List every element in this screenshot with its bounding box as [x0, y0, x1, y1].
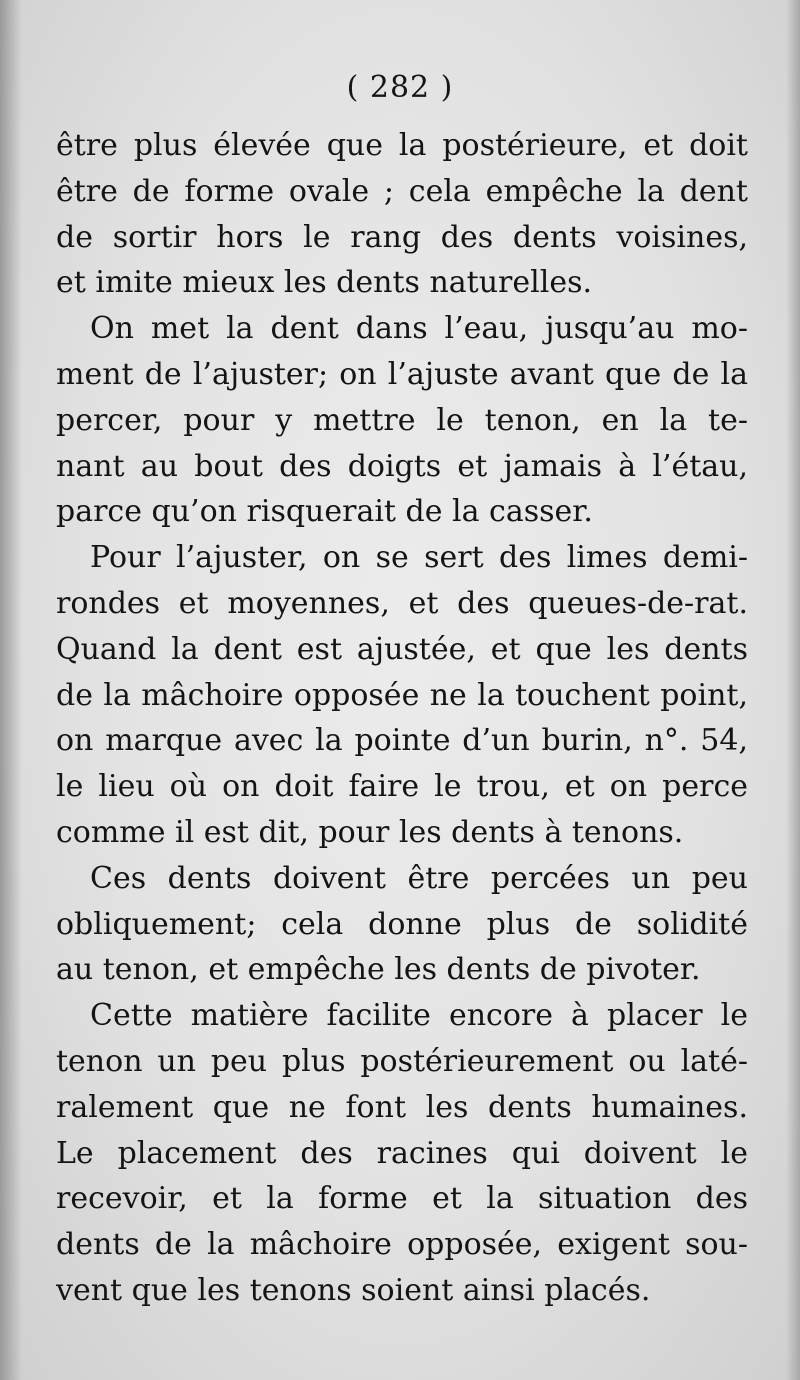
text-line: ralement que ne font les dents humaines. [56, 1089, 748, 1125]
text-line: Ces dents doivent être percées un peu [90, 860, 748, 896]
text-line: tenon un peu plus postérieurement ou laté- [56, 1043, 748, 1079]
paragraph-1 [56, 123, 748, 306]
text-line: dents de la mâchoire opposée, exigent sou- [56, 1227, 748, 1263]
text-line: Le placement des racines qui doivent le [56, 1135, 748, 1171]
text-line: être plus élevée que la postérieure, et doit [56, 128, 748, 163]
text-line: Quand la dent est ajustée, et que les dents [56, 631, 748, 667]
text-line: on marque avec la pointe d’un burin, n°. 54, [56, 723, 748, 759]
text-line: être de forme ovale ; cela empêche la dent [56, 173, 748, 209]
paragraph-3 [56, 535, 748, 856]
paragraph-5 [56, 993, 748, 1314]
text-line: Cette matière facilite encore à placer le [90, 998, 748, 1034]
text-line: obliquement; cela donne plus de solidité [56, 906, 748, 942]
text-line: Pour l’ajuster, on se sert des limes demi- [90, 540, 748, 576]
text-line: au tenon, et empêche les dents de pivoter. [56, 952, 701, 988]
text-line: rondes et moyennes, et des queues-de-rat. [56, 585, 748, 621]
body-text [56, 123, 748, 1314]
text-line: de la mâchoire opposée ne la touchent point, [56, 677, 748, 713]
page-number: ( 282 ) [346, 70, 454, 105]
text-line: et imite mieux les dents naturelles. [56, 265, 593, 301]
text-line: comme il est dit, pour les dents à tenons. [56, 814, 684, 850]
text-line: vent que les tenons soient ainsi placés. [56, 1272, 651, 1308]
text-line: parce qu’on risquerait de la casser. [56, 494, 593, 530]
text-line: de sortir hors le rang des dents voisines, [56, 219, 748, 255]
paragraph-4 [56, 856, 748, 993]
text-line: On met la dent dans l’eau, jusqu’au mo- [90, 311, 748, 347]
text-line: ment de l’ajuster; on l’ajuste avant que de la [56, 356, 748, 392]
paragraph-2 [56, 306, 748, 535]
text-line: percer, pour y mettre le tenon, en la te- [56, 402, 748, 438]
text-line: recevoir, et la forme et la situation des [56, 1181, 748, 1217]
text-line: nant au bout des doigts et jamais à l’étau, [56, 448, 748, 484]
text-line: le lieu où on doit faire le trou, et on perce [56, 769, 748, 805]
